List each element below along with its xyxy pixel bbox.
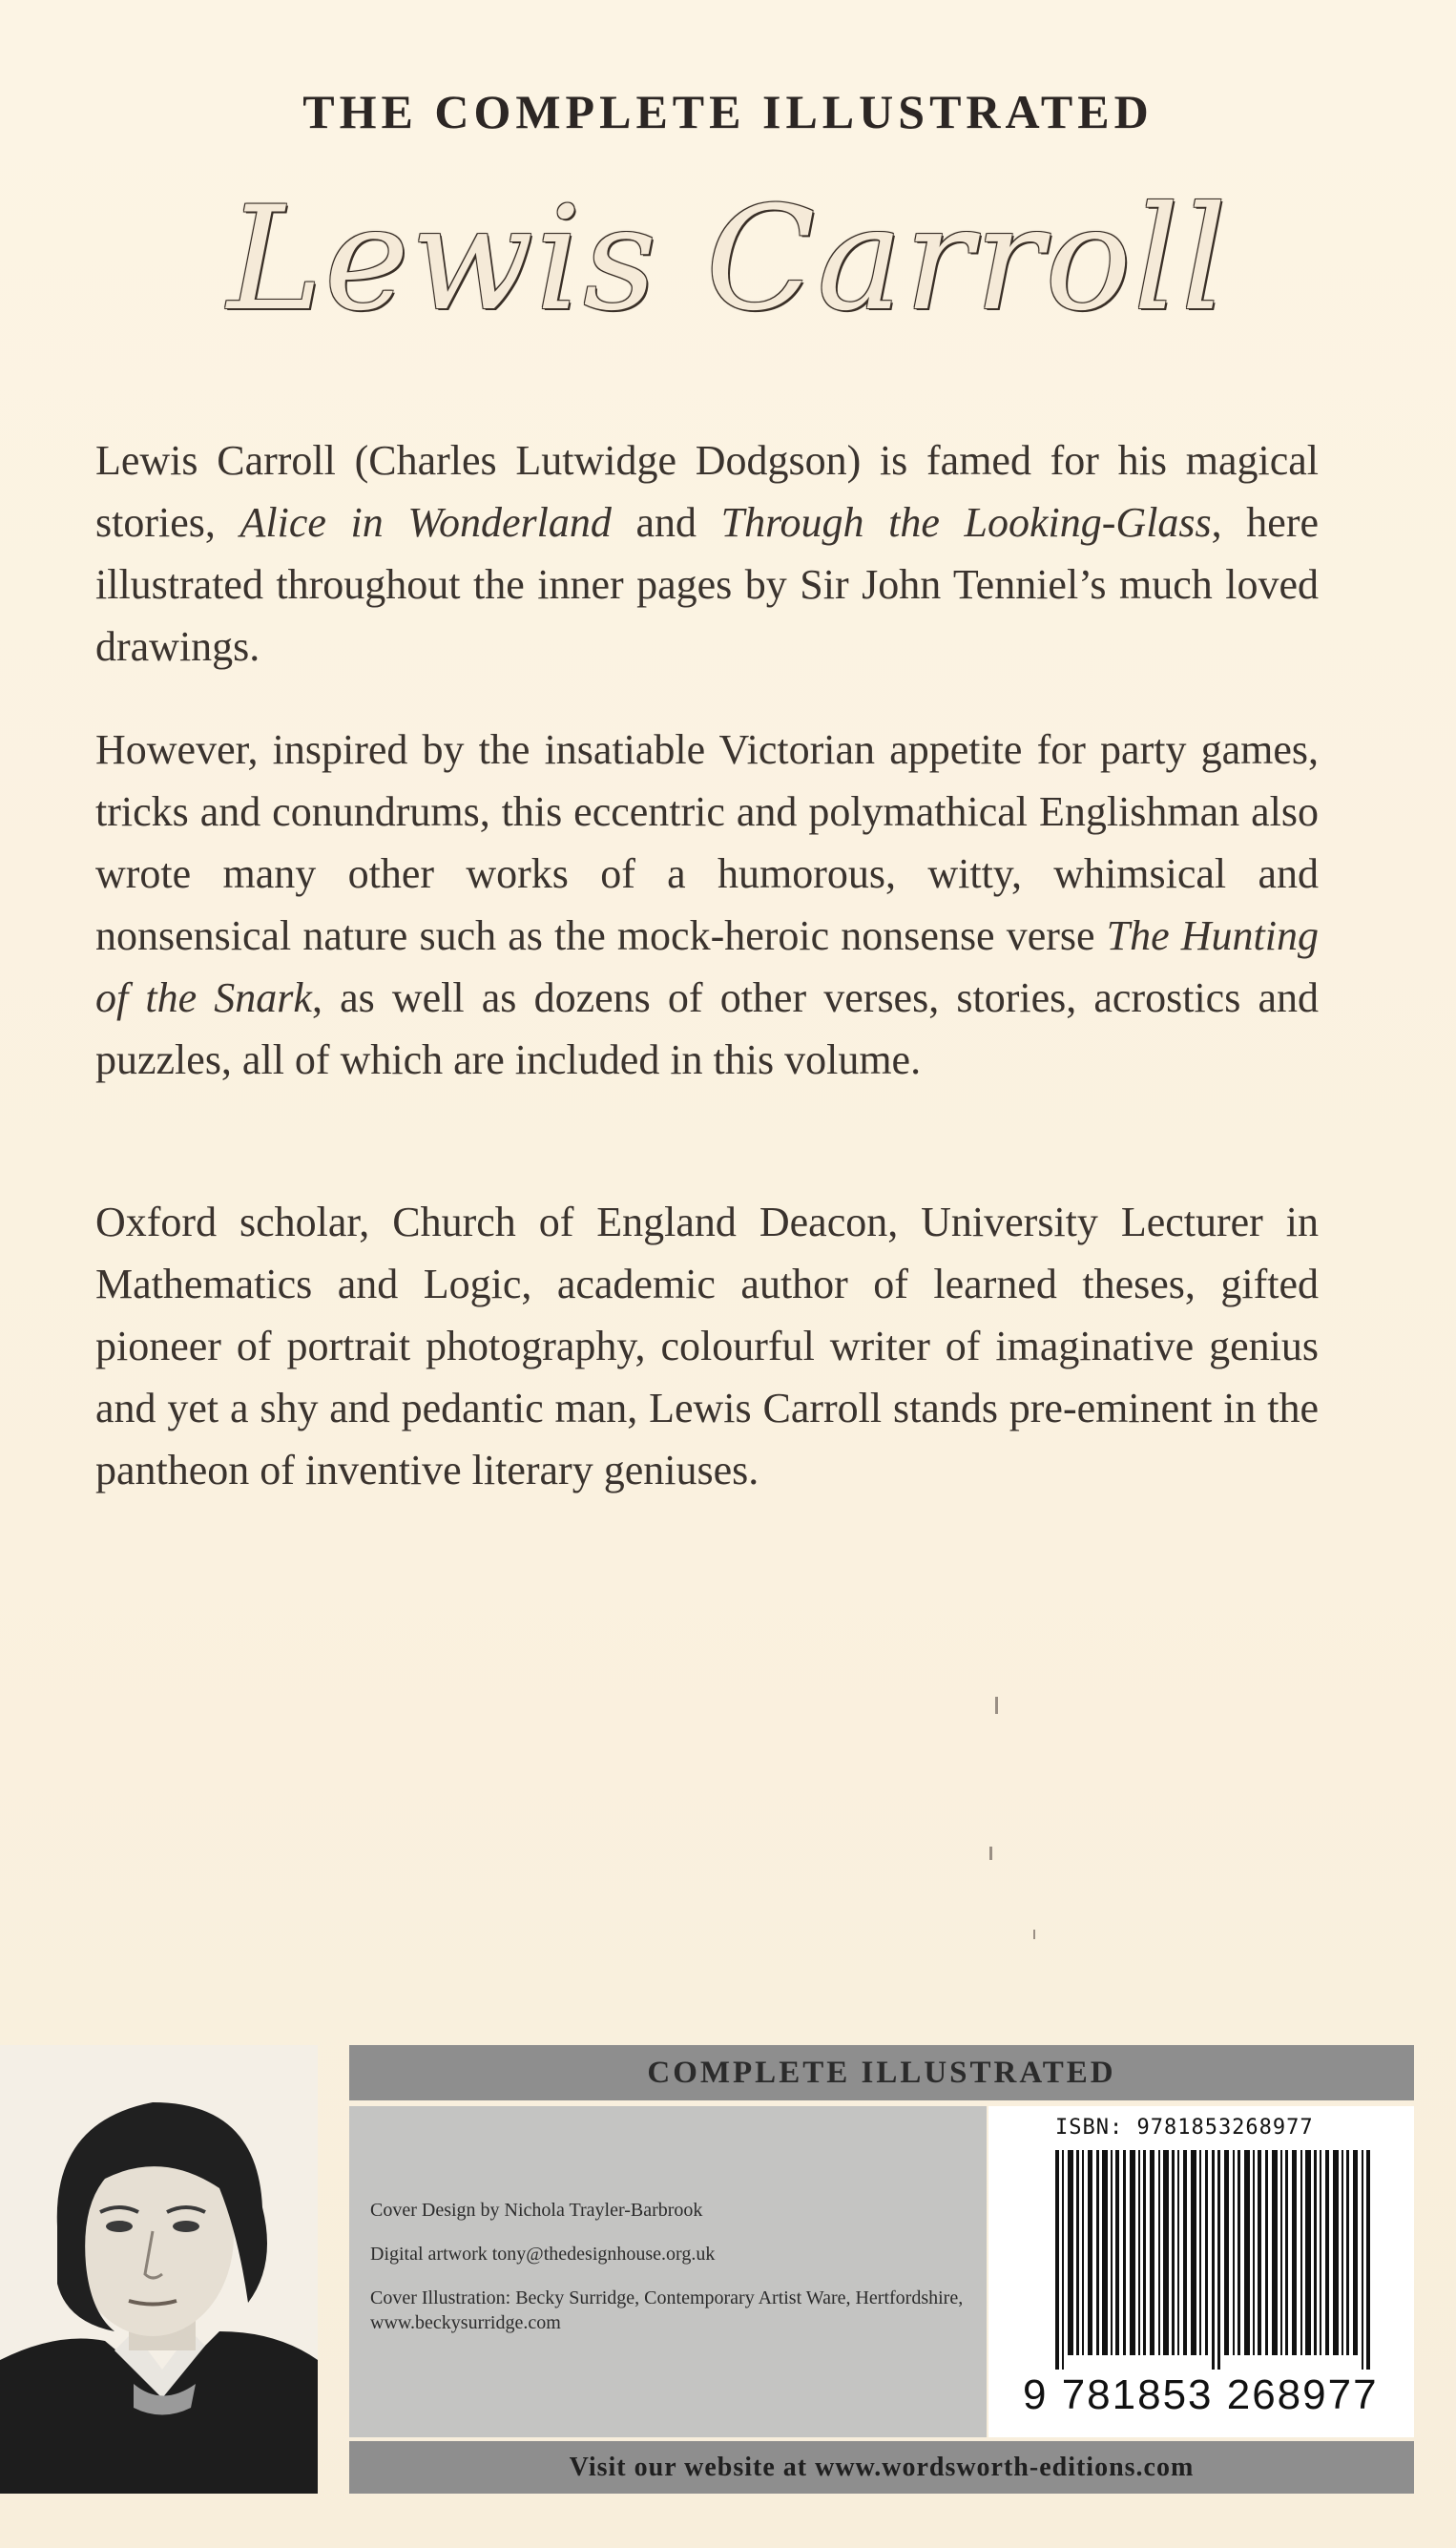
blurb-text: , as well as dozens of other verses, stories, acrostics and puzzles, all of which are included in this volume. — [95, 974, 1319, 1083]
book-title-snark: The Hunting of the Snark — [95, 912, 1319, 1021]
scan-speck — [989, 1847, 992, 1860]
scan-speck — [995, 1697, 998, 1714]
blurb-text: Lewis Carroll (Charles Lutwidge Dodgson) is famed for his magical stories, — [95, 437, 1319, 546]
credits-panel — [349, 2106, 987, 2437]
barcode-digits: 9 781853 268977 — [1023, 2371, 1379, 2418]
blurb-text: However, inspired by the insatiable Victorian appetite for party games, tricks and conundrums, this eccentric and polymathical Englishman also wrote many other works of a humorous, witty, whimsical and nonsensical nature such as the mock-heroic nonsense verse — [95, 726, 1319, 959]
author-script-title: Lewis Carroll — [227, 177, 1229, 343]
barcode-panel — [988, 2106, 1414, 2437]
website-band: Visit our website at www.wordsworth-editions.com — [349, 2441, 1414, 2494]
isbn-label: ISBN: 9781853268977 — [1055, 2116, 1314, 2140]
book-title-looking-glass: Through the Looking-Glass — [720, 499, 1212, 546]
credit-cover-design: Cover Design by Nichola Trayler-Barbrook — [370, 2200, 703, 2221]
book-title-alice: Alice in Wonderland — [239, 499, 612, 546]
credit-digital-artwork: Digital artwork tony@thedesignhouse.org.uk — [370, 2244, 716, 2265]
scan-speck — [1033, 1930, 1035, 1939]
blurb-paragraph-1 — [95, 429, 1319, 678]
credit-cover-illustration: Cover Illustration: Becky Surridge, Contemporary Artist Ware, Hertfordshire, www.beckysurridge.com — [370, 2287, 964, 2333]
blurb-text: and — [611, 499, 721, 546]
series-band: COMPLETE ILLUSTRATED — [349, 2045, 1414, 2100]
blurb-text: , here illustrated throughout the inner pages by Sir John Tenniel’s much loved drawings. — [95, 499, 1319, 670]
barcode-icon — [1055, 2150, 1380, 2370]
author-portrait — [0, 2045, 318, 2494]
blurb-paragraph-2 — [95, 719, 1319, 1091]
blurb-paragraph-3: Oxford scholar, Church of England Deacon, University Lecturer in Mathematics and Logic, academic author of learned theses, gifted pioneer of portrait photography, colourful writer of imaginative genius and yet a shy and pedantic man, Lewis Carroll stands pre-eminent in the pantheon of inventive literary geniuses. — [95, 1199, 1319, 1493]
series-heading: THE COMPLETE ILLUSTRATED — [302, 85, 1154, 138]
